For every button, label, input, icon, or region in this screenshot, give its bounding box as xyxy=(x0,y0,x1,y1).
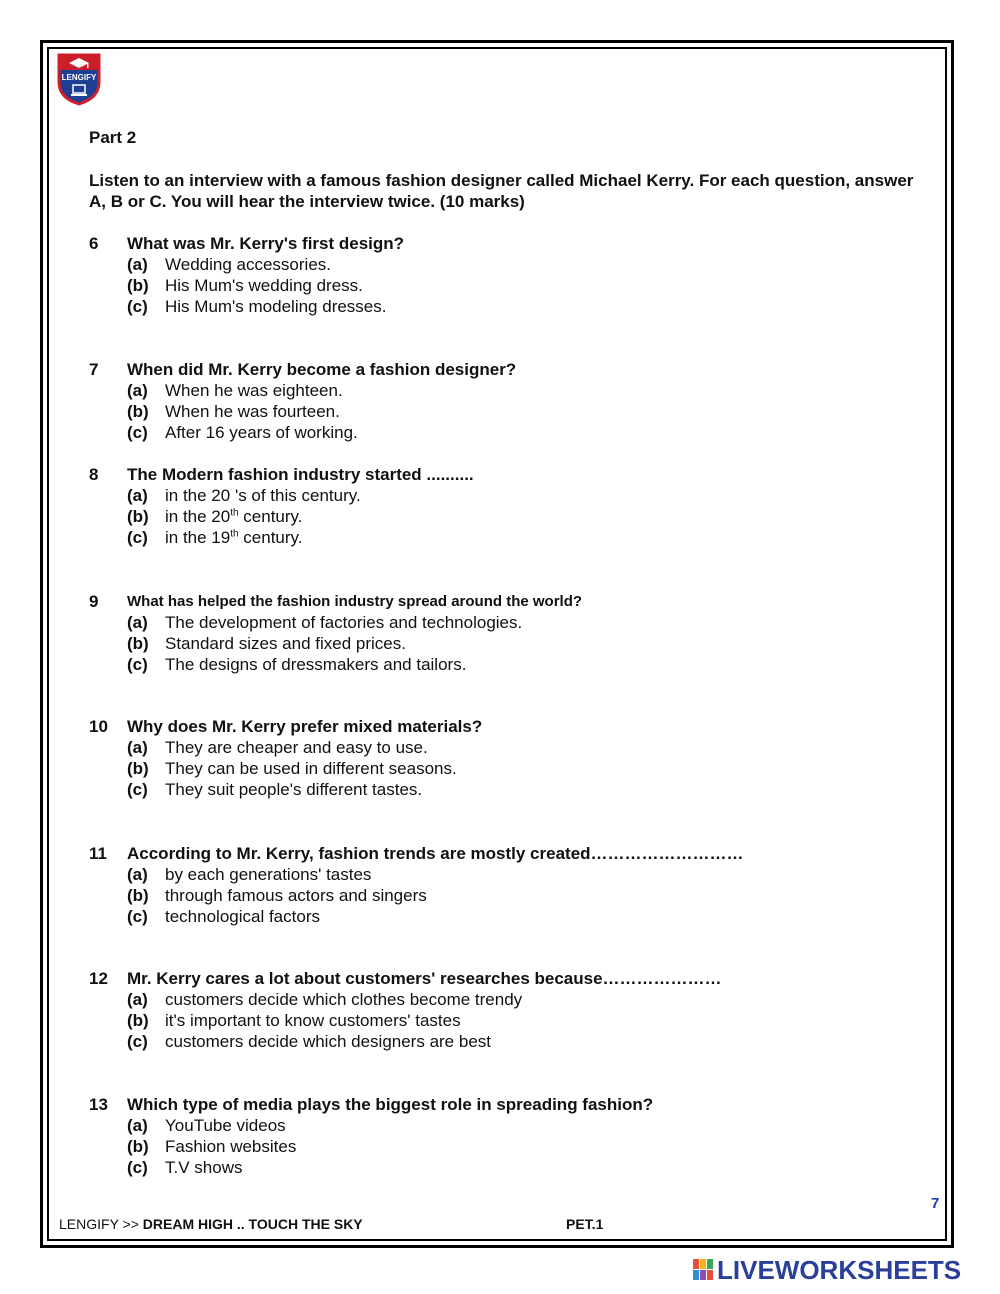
option-c[interactable]: (c) in the 19th century. xyxy=(127,528,303,547)
instructions: Listen to an interview with a famous fashion designer called Michael Kerry. For each question, answer A, B or C. You will hear the interview twice. (10 marks) xyxy=(89,171,914,211)
question-number: 12 xyxy=(89,969,108,988)
page-number: 7 xyxy=(931,1195,940,1212)
question-text: Which type of media plays the biggest role in spreading fashion? xyxy=(127,1095,654,1114)
question-text: Mr. Kerry cares a lot about customers' researches because………………… xyxy=(127,969,722,988)
option-b[interactable]: (b) Standard sizes and fixed prices. xyxy=(127,634,406,653)
question-text: The Modern fashion industry started .......... xyxy=(127,465,474,484)
option-b[interactable]: (b) through famous actors and singers xyxy=(127,886,427,905)
question-number: 13 xyxy=(89,1095,108,1114)
question-text: What was Mr. Kerry's first design? xyxy=(127,234,405,253)
question-11 xyxy=(89,843,744,927)
lengify-logo xyxy=(56,52,102,106)
option-c[interactable]: (c) The designs of dressmakers and tailors. xyxy=(127,655,467,674)
option-c[interactable]: (c) technological factors xyxy=(127,907,320,926)
option-b[interactable]: (b) They can be used in different seasons. xyxy=(127,759,457,778)
question-text: What has helped the fashion industry spread around the world? xyxy=(127,593,583,610)
question-text: When did Mr. Kerry become a fashion designer? xyxy=(127,360,517,379)
question-text: Why does Mr. Kerry prefer mixed materials? xyxy=(127,717,483,736)
option-a[interactable]: (a) YouTube videos xyxy=(127,1116,286,1135)
option-c[interactable]: (c) customers decide which designers are best xyxy=(127,1032,491,1051)
option-c[interactable]: (c) After 16 years of working. xyxy=(127,423,358,442)
option-b[interactable]: (b) it's important to know customers' tastes xyxy=(127,1011,461,1030)
question-7 xyxy=(89,359,516,443)
question-12 xyxy=(89,968,722,1052)
option-b[interactable]: (b) in the 20th century. xyxy=(127,507,303,526)
liveworksheets-brand[interactable] xyxy=(693,1256,961,1284)
question-8 xyxy=(89,464,474,548)
option-b[interactable]: (b) His Mum's wedding dress. xyxy=(127,276,363,295)
option-c[interactable]: (c) T.V shows xyxy=(127,1158,243,1177)
question-text: According to Mr. Kerry, fashion trends are mostly created……………………… xyxy=(127,844,744,863)
question-number: 9 xyxy=(89,592,99,611)
option-b[interactable]: (b) When he was fourteen. xyxy=(127,402,340,421)
option-a[interactable]: (a) Wedding accessories. xyxy=(127,255,331,274)
brand-text: LIVEWORKSHEETS xyxy=(717,1254,962,1285)
option-c[interactable]: (c) They suit people's different tastes. xyxy=(127,780,423,799)
question-number: 10 xyxy=(89,717,108,736)
part-title: Part 2 xyxy=(89,128,137,147)
option-a[interactable]: (a) in the 20 's of this century. xyxy=(127,486,361,505)
liveworksheets-icon xyxy=(693,1259,715,1281)
question-number: 8 xyxy=(89,465,99,484)
footer-code: PET.1 xyxy=(566,1216,604,1232)
question-number: 11 xyxy=(89,844,107,863)
option-a[interactable]: (a) customers decide which clothes become trendy xyxy=(127,990,523,1009)
question-9 xyxy=(89,591,582,675)
question-13 xyxy=(89,1094,653,1178)
option-b[interactable]: (b) Fashion websites xyxy=(127,1137,297,1156)
option-a[interactable]: (a) They are cheaper and easy to use. xyxy=(127,738,428,757)
question-6 xyxy=(89,233,404,317)
footer-slogan: LENGIFY >> DREAM HIGH .. TOUCH THE SKY xyxy=(59,1216,363,1232)
question-number: 6 xyxy=(89,234,99,253)
question-10 xyxy=(89,716,482,800)
option-c[interactable]: (c) His Mum's modeling dresses. xyxy=(127,297,387,316)
option-a[interactable]: (a) The development of factories and technologies. xyxy=(127,613,523,632)
question-number: 7 xyxy=(89,360,99,379)
logo-text: LENGIFY xyxy=(61,73,97,82)
option-a[interactable]: (a) When he was eighteen. xyxy=(127,381,343,400)
option-a[interactable]: (a) by each generations' tastes xyxy=(127,865,372,884)
